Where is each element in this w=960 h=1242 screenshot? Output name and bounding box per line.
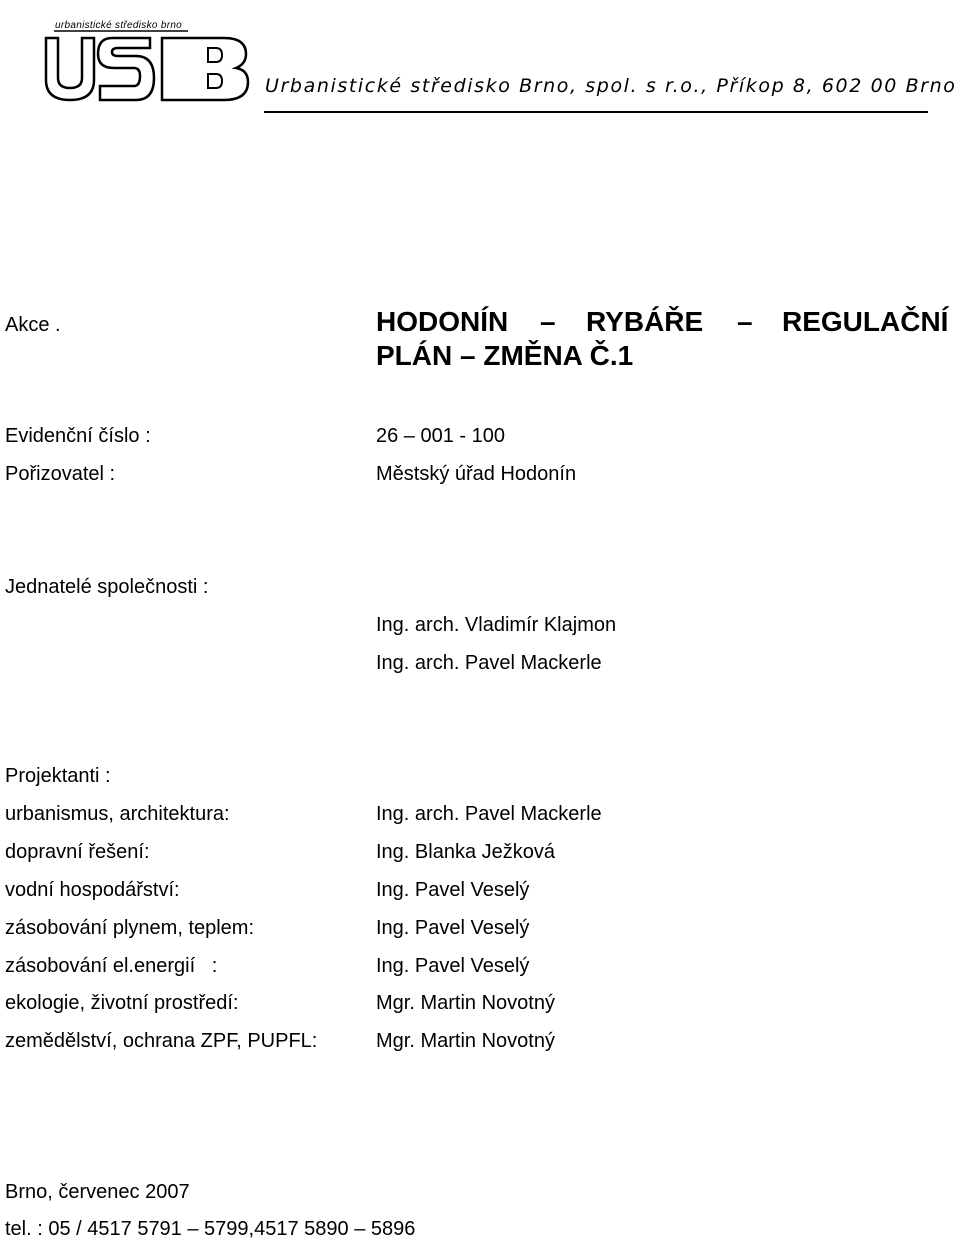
telephone-numbers: tel. : 05 / 4517 5791 – 5799,4517 5890 – 5896	[5, 1218, 416, 1240]
projektant-name: Ing. Pavel Veselý	[376, 955, 530, 977]
jednatele-label: Jednatelé společnosti :	[5, 576, 209, 598]
projektanti-label: Projektanti :	[5, 765, 111, 787]
projektant-name: Mgr. Martin Novotný	[376, 1030, 555, 1052]
title-word-hodonin: HODONÍN	[376, 306, 509, 337]
jednatel-name: Ing. arch. Pavel Mackerle	[376, 652, 602, 674]
evidencni-label: Evidenční číslo :	[5, 425, 151, 447]
title-line-2: PLÁN – ZMĚNA Č.1	[376, 340, 634, 371]
logo-tagline: urbanistické středisko brno	[55, 20, 183, 31]
projektant-role: vodní hospodářství:	[5, 879, 180, 901]
projektant-role: zásobování plynem, teplem:	[5, 917, 255, 939]
porizovatel-label: Pořizovatel :	[5, 463, 116, 485]
projektant-name: Ing. Blanka Ježková	[376, 841, 555, 863]
projektant-role: zemědělství, ochrana ZPF, PUPFL:	[5, 1030, 318, 1052]
projektant-name: Ing. arch. Pavel Mackerle	[376, 803, 602, 825]
title-word-regulacni: REGULAČNÍ	[782, 306, 949, 337]
akce-label: Akce .	[5, 314, 61, 336]
title-dash-2: –	[737, 306, 753, 337]
header-divider	[264, 111, 928, 113]
porizovatel-value: Městský úřad Hodonín	[376, 463, 577, 485]
evidencni-value: 26 – 001 - 100	[376, 425, 505, 447]
title-dash-1: –	[540, 306, 556, 337]
projektant-name: Mgr. Martin Novotný	[376, 992, 555, 1014]
projektant-name: Ing. Pavel Veselý	[376, 879, 530, 901]
projektant-role: zásobování el.energií :	[5, 955, 218, 977]
jednatel-name: Ing. arch. Vladimír Klajmon	[376, 614, 617, 636]
projektant-role: ekologie, životní prostředí:	[5, 992, 239, 1014]
company-address: Urbanistické středisko Brno, spol. s r.o., Příkop 8, 602 00 Brno	[265, 75, 957, 97]
title-word-rybare: RYBÁŘE	[586, 306, 704, 337]
document-date: Brno, červenec 2007	[5, 1181, 190, 1203]
projektant-role: dopravní řešení:	[5, 841, 150, 863]
projektant-role: urbanismus, architektura:	[5, 803, 230, 825]
projektant-name: Ing. Pavel Veselý	[376, 917, 530, 939]
